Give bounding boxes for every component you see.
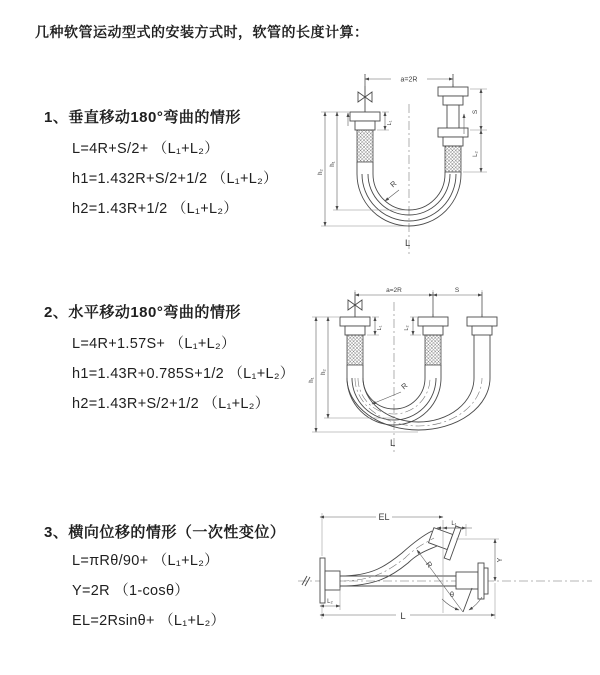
radius-label: R [388,178,399,190]
flange-hub [456,572,478,589]
dimension-a2r-s [355,287,482,314]
formula-line: L=4R+1.57S+ （L₁+L₂） [72,336,236,352]
flange [418,317,448,326]
flange [443,96,463,105]
diagram-lateral-displacement [296,500,598,658]
flange [423,326,443,335]
braided-section [347,335,363,365]
braided-section [445,146,461,172]
flange [345,326,365,335]
formula-line: h2=1.43R+1/2 （L₁+L₂） [72,201,239,217]
flange [478,563,484,599]
hose-u-position-2 [347,378,490,430]
dim-label-s: S [454,287,460,294]
dim-label-h1: h₁ [330,161,336,167]
length-label: L [405,238,411,249]
dim-label-l1: L₁ [377,325,383,331]
left-pipe-assembly [340,292,370,365]
angle-label: θ [449,590,455,599]
dim-label-a2r: a=2R [386,287,402,294]
flange [438,87,468,96]
radius-label: R [423,559,435,570]
dim-label-l1: L₁ [387,120,393,126]
formula-line: Y=2R （1-cosθ） [72,583,190,599]
dim-label-a2r: a=2R [400,76,418,84]
hose-s-curve [340,531,437,586]
section-3-formulas [72,546,225,636]
radius-leader [372,381,410,404]
formula-line: h1=1.432R+S/2+1/2 （L₁+L₂） [72,171,278,187]
flange [355,121,375,130]
dim-label-l1: L₁ [451,521,457,527]
left-flange-assembly [320,558,340,603]
section-3-heading: 3、横向位移的情形（一次性变位） [44,524,286,541]
section-2-heading: 2、水平移动180°弯曲的情形 [44,304,241,321]
flange [467,317,497,326]
length-label: L [400,611,406,622]
formula-line: L=πRθ/90+ （L₁+L₂） [72,553,219,569]
flange [472,326,492,335]
dim-label-el: EL [378,512,390,522]
formula-line: h1=1.43R+0.785S+1/2 （L₁+L₂） [72,366,295,382]
flange-hub [325,571,340,590]
dim-label-l2: L₂ [404,325,410,331]
dim-label-h2: h₂ [318,169,324,175]
braided-section [357,130,373,162]
formula-line: h2=1.43R+S/2+1/2 （L₁+L₂） [72,396,270,412]
left-pipe-assembly [350,74,380,174]
right-pipe-assembly [438,74,468,174]
flange [484,568,488,594]
right-flange-assembly [456,563,488,599]
formula-line: EL=2Rsinθ+ （L₁+L₂） [72,613,226,629]
section-2-formulas [72,329,295,419]
dim-label-h2: h₂ [321,369,327,375]
diagram-vertical-180-bend [313,62,583,260]
radius-leader [385,179,399,201]
flange [350,112,380,121]
braided-section [425,335,441,365]
flange [320,558,325,603]
dimension-el [320,512,443,613]
diagram-horizontal-180-bend [306,280,590,464]
radius-label: R [399,380,410,392]
dim-label-l2: L₂ [327,599,333,605]
dimension-a2r [365,75,453,86]
page-title: 几种软管运动型式的安装方式时，软管的长度计算： [35,24,369,40]
section-1-formulas [72,134,278,224]
section-1-heading: 1、垂直移动180°弯曲的情形 [44,109,241,126]
formula-line: L=4R+S/2+ （L₁+L₂） [72,141,220,157]
dim-label-s: S [472,109,479,115]
flange [443,137,463,146]
dim-label-y: Y [497,557,504,563]
dim-label-h1: h₁ [309,377,315,383]
flange [438,128,468,137]
flange [340,317,370,326]
length-label: L [390,438,396,449]
dim-label-l2: L₂ [473,151,479,157]
